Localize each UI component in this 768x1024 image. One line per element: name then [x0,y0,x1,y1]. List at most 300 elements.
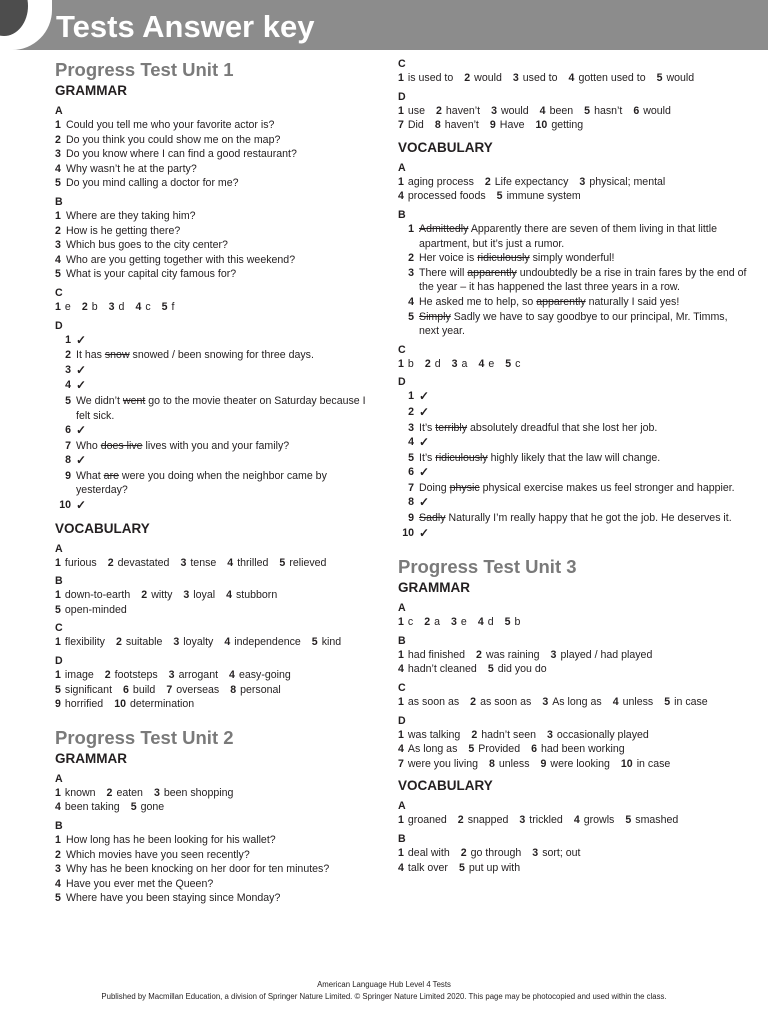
answer-pair [497,190,581,202]
answer-pair [489,758,530,770]
answer-correction: snowed / been snowing for three days. [129,349,314,362]
answer-text: physical; mental [589,175,666,188]
answer-item [55,267,380,282]
section-title-vocabulary: VOCABULARY [398,778,493,794]
answer-correction: naturally I said yes! [585,295,680,308]
item-number: 4 [612,696,619,709]
answer-text: loyal [193,589,216,602]
item-number: 4 [398,190,404,203]
answer-pair [547,729,649,741]
item-number: 3 [532,847,539,859]
answer-text [419,222,748,251]
item-number: 1 [398,616,404,629]
exercise-u3-grammar-b [398,635,748,677]
answer-text: growls [583,814,615,827]
item-number: 1 [55,636,61,649]
answer-text: processed foods [407,190,486,203]
answer-pair [169,669,218,681]
answer-pair [398,758,478,770]
answer-item [55,238,380,253]
check-icon: ✓ [76,362,87,377]
item-number: 4 [478,357,485,370]
exercise-label: A [398,161,406,174]
item-number: 1 [398,104,404,117]
exercise-label: A [55,772,63,785]
answer-text [419,295,679,310]
exercise-label: B [55,195,63,208]
answer-text-before: He asked me to help, so [419,295,537,308]
item-number: 4 [573,814,580,827]
answer-text: As long as [407,743,458,756]
answer-text: eaten [116,786,143,799]
item-number: 1 [398,357,404,370]
answer-text: Which movies have you seen recently? [66,848,250,861]
item-number: 10 [114,698,126,711]
answer-text: aging process [407,175,474,188]
answer-pair [109,301,125,313]
item-number: 3 [168,669,175,682]
answer-text: gone [140,801,165,814]
item-number: 4 [227,556,234,569]
exercise-u1-vocab-b [55,575,380,617]
item-number: 5 [505,357,512,370]
answer-correction: go to the movie theater on Saturday because I felt sick. [76,394,366,422]
exercise-u1-vocab-a [55,543,380,571]
item-number: 8 [488,757,495,770]
item-number: 1 [398,175,404,188]
answer-item [55,348,380,363]
answer-pair [464,72,502,84]
answer-row [55,668,380,683]
answer-text [76,378,86,394]
answer-text: groaned [407,814,447,827]
answer-text: Who are you getting together with this weekend? [66,253,296,266]
item-number: 3 [55,863,61,876]
answer-pair [398,814,447,826]
answer-row [398,846,748,861]
footer-title: American Language Hub Level 4 Tests [317,980,451,989]
exercise-u2-grammar-c [398,58,748,86]
answer-pair [398,72,453,84]
answer-correction: physical exercise makes us feel stronger and happier. [479,481,735,494]
answer-text: Did [407,119,424,132]
exercise-u3-grammar-a [398,602,748,630]
struck-word: ridiculously [477,252,530,265]
check-icon: ✓ [419,495,430,510]
exercise-label: A [398,602,406,615]
answer-pair [55,698,103,710]
right-column [398,58,748,875]
answer-item [55,378,380,394]
check-icon: ✓ [76,453,87,468]
item-number: 2 [106,786,113,799]
answer-pair [398,696,459,708]
answer-pair [135,301,150,313]
item-number: 9 [540,757,547,770]
answer-text: deal with [407,847,450,859]
exercise-label: D [55,655,63,668]
answer-text: Which bus goes to the city center? [66,239,228,252]
item-number: 6 [65,424,71,437]
check-icon: ✓ [419,465,430,480]
answer-text: been taking [64,801,120,814]
item-number: 2 [484,175,491,188]
answer-item [55,394,380,423]
item-number: 3 [55,148,61,161]
answer-item [55,891,380,906]
answer-row [55,683,380,698]
answer-text-before: What [76,469,104,482]
answer-item [398,222,748,251]
item-number: 5 [656,72,663,84]
item-number: 4 [55,877,61,890]
item-number: 2 [107,556,114,569]
item-number: 2 [55,224,61,237]
exercise-u2-vocab-c [398,344,748,372]
answer-pair [55,604,127,616]
answer-pair [436,105,480,117]
answer-row [398,742,748,757]
answer-pair [435,119,479,131]
answer-text: tense [190,556,217,569]
answer-item [55,469,380,498]
answer-item [398,451,748,466]
page-title: Tests Answer key [56,9,315,44]
answer-text: gotten used to [578,72,646,84]
answer-text [76,423,86,439]
answer-text: Have you ever met the Queen? [66,877,214,890]
answer-text: d [434,357,441,370]
answer-item [55,224,380,239]
answer-row [398,175,748,190]
answer-pair [398,358,414,370]
struck-word: snow [104,349,130,362]
answer-text: As long as [552,696,602,709]
answer-item [55,453,380,469]
answer-text: Life expectancy [494,175,569,188]
answer-text: would [500,104,529,117]
answer-pair [468,743,520,755]
answer-item [55,209,380,224]
check-icon: ✓ [76,423,87,438]
answer-text: used to [522,72,558,84]
answer-row [398,357,748,372]
item-number: 7 [398,757,404,770]
answer-text: furious [64,556,97,569]
answer-text: hadn’t cleaned [407,663,477,676]
item-number: 3 [180,556,187,569]
item-number: 3 [451,357,458,370]
answer-item [55,133,380,148]
item-number: 5 [487,663,494,676]
answer-text: put up with [468,861,521,874]
item-number: 1 [408,390,414,403]
answer-text: Where are they taking him? [66,209,196,222]
answer-row [55,800,380,815]
answer-pair [279,557,326,569]
answer-pair [55,557,97,569]
item-number: 1 [398,728,404,741]
item-number: 2 [424,357,431,370]
answer-text: played / had played [560,648,653,661]
item-number: 5 [279,556,286,569]
item-number: 5 [55,892,61,905]
answer-text: Have [499,119,525,132]
answer-item [398,526,748,542]
item-number: 4 [477,616,484,629]
answer-item [398,389,748,405]
answer-text: Where have you been staying since Monday? [66,892,281,905]
answer-item [55,862,380,877]
answer-text: arrogant [178,669,219,682]
item-number: 5 [65,394,71,407]
exercise-label: C [398,682,406,695]
answer-text: is used to [407,72,454,84]
answer-correction: Sadly we have to say goodbye to our principal, Mr. Timms, next year. [419,310,728,338]
answer-pair [579,176,665,188]
answer-text-before: It’s [419,421,436,434]
item-number: 1 [55,556,61,569]
answer-text: getting [551,119,584,132]
answer-text: e [64,300,71,313]
check-icon: ✓ [419,525,430,540]
answer-text: e [488,357,495,370]
answer-text: significant [64,683,113,696]
answer-pair [459,862,520,874]
item-number: 9 [55,698,61,711]
item-number: 4 [539,104,546,117]
answer-text: suitable [125,636,163,649]
answer-pair [657,72,695,84]
exercise-label: D [55,319,63,332]
item-number: 2 [470,696,477,709]
item-number: 1 [398,814,404,827]
answer-row [398,695,748,710]
answer-text: Why has he been knocking on her door for ten minutes? [66,863,330,876]
item-number: 6 [408,466,414,479]
answer-pair [398,649,465,661]
answer-text: as soon as [480,696,532,709]
answer-item [398,481,748,496]
exercise-label: D [398,714,406,727]
exercise-label: B [398,634,406,647]
answer-item [398,310,748,339]
item-number: 4 [55,801,61,814]
answer-text: would [643,104,671,117]
answer-text: How long has he been looking for his wallet? [66,834,276,846]
answer-text [419,266,748,295]
answer-row [398,662,748,677]
answer-text: talk over [407,861,448,874]
item-number: 4 [65,379,71,392]
answer-text: did you do [497,663,547,676]
item-number: 4 [398,663,404,676]
answer-pair [505,616,521,628]
exercise-u3-grammar-d [398,715,748,772]
item-number: 3 [542,696,549,709]
struck-word: went [122,394,146,407]
answer-item [55,253,380,268]
answer-correction: absolutely dreadful that she lost her job. [467,421,658,434]
answer-pair [398,105,425,117]
answer-text: was raining [485,648,540,661]
item-number: 3 [153,786,160,799]
item-number: 7 [408,481,414,494]
answer-row [398,861,748,876]
exercise-label: C [398,58,406,70]
exercise-u2-grammar-d [398,91,748,133]
struck-word: Admittedly [419,222,469,235]
answer-item [398,251,748,266]
answer-pair [485,176,569,188]
struck-word: terribly [435,421,468,434]
answer-pair [519,814,562,826]
answer-row [55,603,380,618]
item-number: 5 [55,683,61,696]
answer-row [55,697,380,712]
item-number: 3 [547,728,553,741]
struck-word: does live [100,439,143,452]
answer-pair [664,696,707,708]
answer-row [398,189,748,204]
answer-text [419,465,429,481]
answer-text: flexibility [64,636,105,649]
item-number: 3 [512,72,519,84]
exercise-label: C [55,286,63,299]
item-number: 5 [458,861,465,874]
exercise-label: D [398,90,406,103]
answer-text: footsteps [114,669,158,682]
item-number: 7 [166,683,173,696]
item-number: 3 [408,421,414,434]
item-number: 2 [471,728,478,741]
item-number: 5 [468,743,475,756]
item-number: 8 [408,496,414,509]
answer-text: been [549,104,574,117]
section-title-grammar: GRAMMAR [55,83,127,98]
unit-title: Progress Test Unit 2 [55,726,234,748]
item-number: 6 [123,683,129,696]
answer-item [398,266,748,295]
item-number: 2 [81,300,88,313]
section-title-grammar: GRAMMAR [398,580,470,596]
item-number: 5 [664,696,671,709]
answer-pair [398,743,457,755]
answer-text [419,495,429,511]
answer-text-before: There will [419,266,468,279]
answer-pair [451,616,467,628]
answer-pair [55,636,105,648]
struck-word: physic [449,481,480,494]
header-bar [0,0,768,50]
answer-text: unless [498,757,530,770]
struck-word: ridiculously [435,451,488,464]
answer-text: personal [240,683,281,696]
exercise-u3-vocab-a [398,800,748,828]
answer-pair [471,729,536,741]
answer-pair [470,696,531,708]
answer-pair [531,743,625,755]
answer-text: c [407,616,414,629]
item-number: 10 [59,499,71,512]
item-number: 1 [55,300,61,313]
item-number: 4 [224,636,231,649]
item-number: 1 [55,834,61,846]
answer-pair [478,616,494,628]
answer-text: image [64,669,94,682]
exercise-u1-grammar-a [55,105,380,191]
answer-text: b [407,357,414,370]
answer-pair [229,669,291,681]
answer-text: f [171,300,175,313]
exercise-u3-vocab-b [398,833,748,875]
check-icon: ✓ [76,332,87,347]
answer-text: as soon as [407,696,460,709]
answer-text: a [461,357,468,370]
answer-pair [540,105,573,117]
item-number: 5 [130,801,137,814]
answer-text: stubborn [235,589,278,602]
answer-row [55,786,380,801]
answer-correction: Apparently there are seven of them living in that little apartment, but it’s just a rumor. [419,222,717,250]
answer-item [55,498,380,514]
answer-pair [513,72,558,84]
answer-pair [105,669,158,681]
answer-pair [123,684,155,696]
section-title-vocabulary: VOCABULARY [398,139,493,155]
answer-pair [633,105,671,117]
answer-item [398,511,748,526]
answer-row [398,71,748,86]
answer-text: snapped [467,814,509,827]
item-number: 4 [226,589,232,602]
answer-text: Could you tell me who your favorite actor is? [66,119,275,131]
answer-text: sort; out [542,847,581,859]
answer-text: haven’t [444,119,479,132]
answer-pair [162,301,175,313]
answer-pair [173,636,213,648]
item-number: 4 [55,162,61,175]
answer-text: open-minded [64,603,127,616]
answer-item [398,405,748,421]
answer-pair [398,119,424,131]
exercise-label: B [55,820,63,832]
answer-pair [154,787,233,799]
answer-text: kind [321,636,342,649]
item-number: 2 [424,616,431,629]
answer-pair [478,358,494,370]
item-number: 5 [55,603,61,616]
answer-text: were you living [407,757,478,770]
answer-item [398,421,748,436]
answer-text [419,421,657,436]
answer-text: immune system [506,190,581,203]
answer-text: How is he getting there? [66,224,181,237]
item-number: 2 [104,669,111,682]
answer-row [55,635,380,650]
answer-text: hasn’t [594,104,623,117]
answer-pair [424,616,440,628]
item-number: 2 [65,349,71,362]
item-number: 5 [504,616,511,629]
item-number: 5 [408,451,414,464]
exercise-u1-grammar-d [55,320,380,514]
exercise-u2-vocab-d [398,376,748,541]
item-number: 1 [55,119,61,131]
item-number: 5 [55,268,61,281]
answer-pair [613,696,654,708]
item-number: 1 [55,669,61,682]
